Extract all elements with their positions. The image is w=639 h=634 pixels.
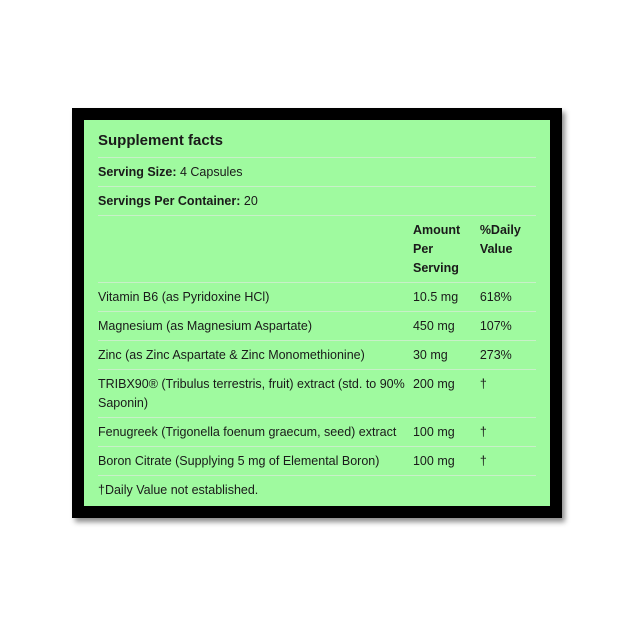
- nutrient-name: Boron Citrate (Supplying 5 mg of Elemental Boron): [98, 454, 380, 468]
- label-frame: [72, 108, 562, 518]
- nutrient-daily-value: †: [479, 425, 487, 439]
- supplement-facts-panel: [84, 120, 550, 506]
- serving-size-label: Serving Size:: [98, 165, 177, 179]
- header-name-spacer: [98, 221, 413, 282]
- nutrient-amount: 30 mg: [412, 348, 448, 362]
- nutrient-amount: 200 mg: [412, 377, 455, 391]
- nutrient-amount: 100 mg: [412, 425, 455, 439]
- nutrient-row: [98, 341, 536, 370]
- serving-size-value: 4 Capsules: [179, 165, 243, 179]
- nutrient-daily-value: 618%: [479, 290, 512, 304]
- nutrient-row: [98, 418, 536, 447]
- nutrient-daily-value: †: [479, 377, 487, 391]
- nutrient-row: [98, 283, 536, 312]
- nutrient-daily-value: 273%: [479, 348, 512, 362]
- nutrient-amount: 10.5 mg: [412, 290, 459, 304]
- nutrient-row: [98, 370, 536, 418]
- nutrient-daily-value: 107%: [479, 319, 512, 333]
- servings-per-container-row: [98, 187, 536, 216]
- nutrient-name: Vitamin B6 (as Pyridoxine HCl): [98, 290, 270, 304]
- header-amount: Amount Per Serving: [412, 223, 461, 275]
- nutrient-name: Magnesium (as Magnesium Aspartate): [98, 319, 312, 333]
- nutrient-name: Zinc (as Zinc Aspartate & Zinc Monomethionine): [98, 348, 365, 362]
- nutrient-daily-value: †: [479, 454, 487, 468]
- nutrient-amount: 450 mg: [412, 319, 455, 333]
- nutrient-name: TRIBX90® (Tribulus terrestris, fruit) extract (std. to 90% Saponin): [98, 377, 405, 410]
- serving-size-row: [98, 158, 536, 187]
- column-header-row: [98, 216, 536, 283]
- servings-per-container-label: Servings Per Container:: [98, 194, 241, 208]
- nutrient-row: [98, 447, 536, 476]
- footnote: †Daily Value not established.: [98, 483, 259, 497]
- nutrient-row: [98, 312, 536, 341]
- nutrient-amount: 100 mg: [412, 454, 455, 468]
- nutrient-name: Fenugreek (Trigonella foenum graecum, seed) extract: [98, 425, 397, 439]
- servings-per-container-value: 20: [243, 194, 258, 208]
- panel-title: Supplement facts: [98, 120, 536, 158]
- header-daily-value: %Daily Value: [479, 223, 521, 256]
